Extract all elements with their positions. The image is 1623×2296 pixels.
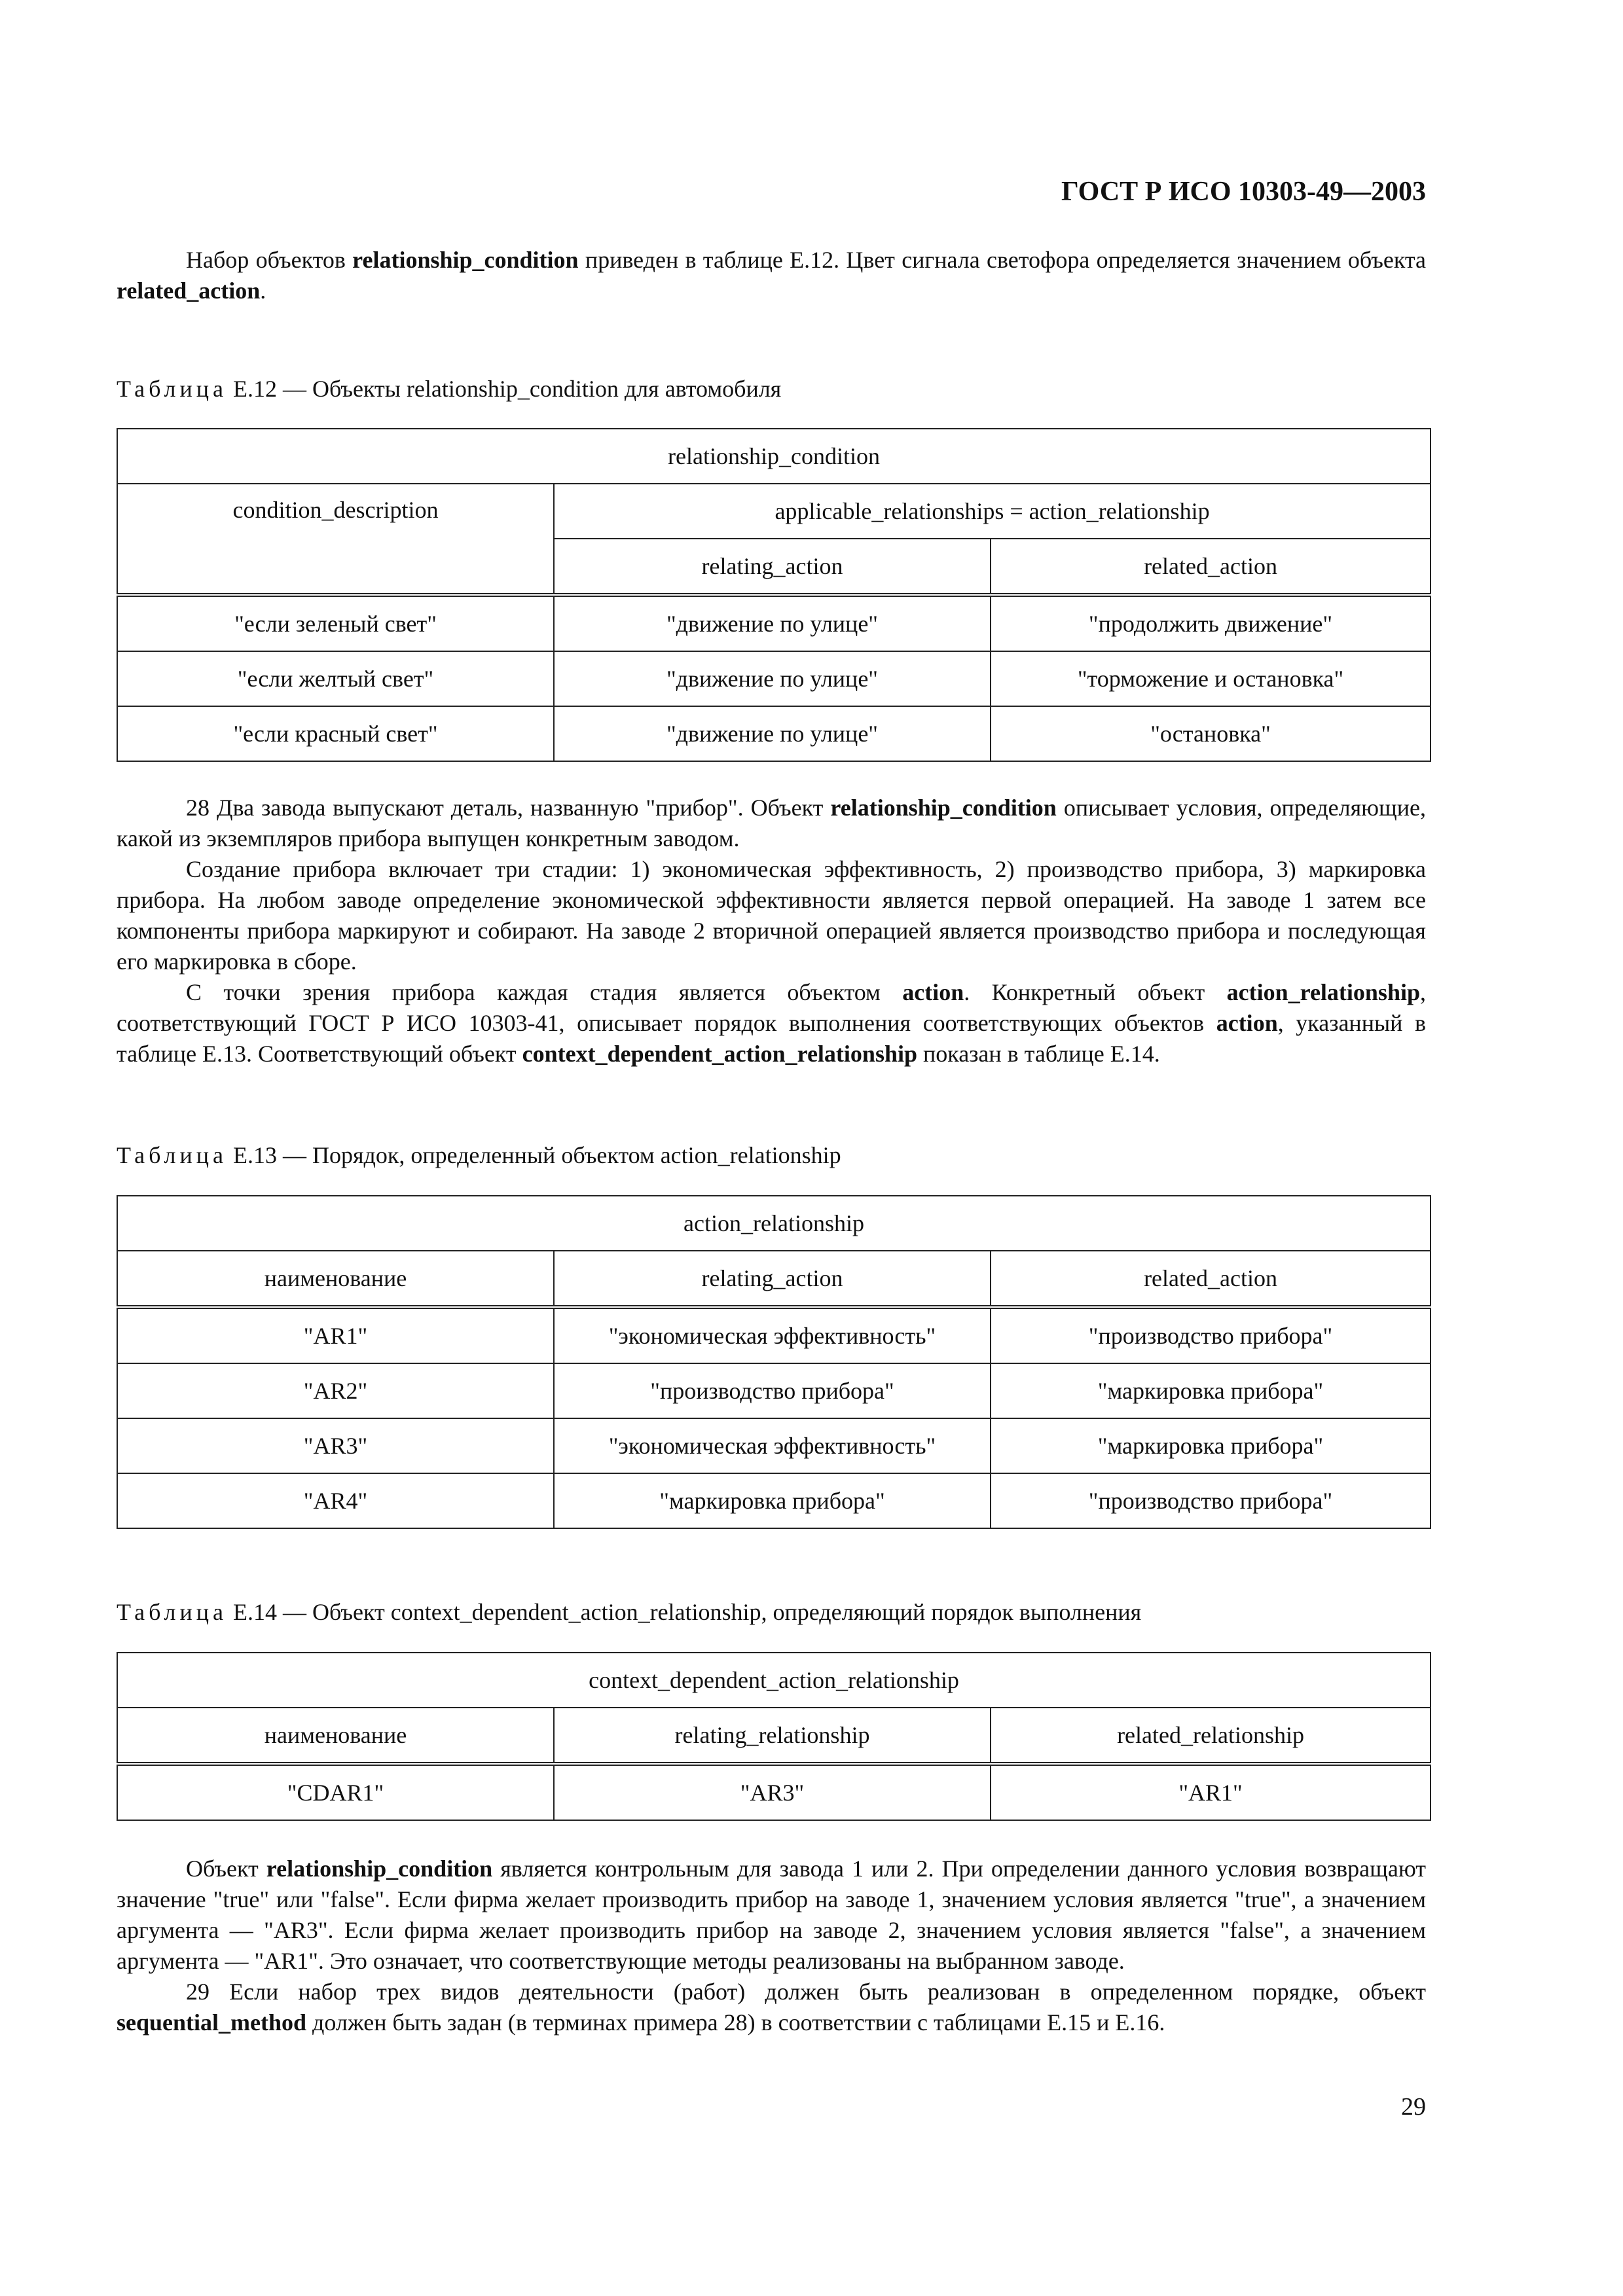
table-row: "CDAR1" "AR3" "AR1" <box>117 1764 1431 1820</box>
paragraph: С точки зрения прибора каждая стадия является объектом action. Конкретный объект action_relationship, соответствующий ГОСТ Р ИСО 10303-41, описывает порядок выполнения соответствующих объектов action, указанный в таблице E.13. Соответствующий объект context_dependent_action_relationship показан в таблице E.14. <box>117 979 1427 1067</box>
table-e12 <box>117 428 1430 762</box>
table-row: "AR3" "экономическая эффективность" "маркировка прибора" <box>117 1418 1431 1473</box>
intro-section <box>117 245 1426 306</box>
column-header: наименование <box>117 1708 554 1764</box>
table-e14 <box>117 1652 1430 1821</box>
column-header: related_relationship <box>991 1708 1431 1764</box>
intro-paragraph: Набор объектов relationship_condition приведен в таблице E.12. Цвет сигнала светофора определяется значением объекта related_action. <box>117 247 1427 304</box>
column-header: relating_action <box>554 539 991 595</box>
column-header: наименование <box>117 1251 554 1307</box>
table-e14-caption: Таблица E.14 — Объект context_dependent_action_relationship, определяющий порядок выполнения <box>117 1599 1142 1625</box>
table-row: "если красный свет" "движение по улице" "остановка" <box>117 706 1431 761</box>
table-e13 <box>117 1195 1430 1529</box>
document-header: ГОСТ Р ИСО 10303-49—2003 <box>1061 177 1426 207</box>
paragraph: Объект relationship_condition является контрольным для завода 1 или 2. При определении данного условия возвращают значение "true" или "false". Если фирма желает производить прибор на заводе 1, значением условия является "true", а значением аргумента — "AR3". Если фирма желает производить прибор на заводе 2, значением условия является "false", а значением аргумента — "AR1". Это означает, что соответствующие методы реализованы на выбранном заводе. <box>117 1856 1426 1974</box>
column-group-header: applicable_relationships = action_relationship <box>554 484 1431 539</box>
table-row: "AR4" "маркировка прибора" "производство прибора" <box>117 1473 1431 1528</box>
paragraph: 28 Два завода выпускают деталь, названную "прибор". Объект relationship_condition описывает условия, определяющие, какой из экземпляров прибора выпущен конкретным заводом. <box>117 795 1427 852</box>
paragraph: 29 Если набор трех видов деятельности (работ) должен быть реализован в определенном порядке, объект sequential_method должен быть задан (в терминах примера 28) в соответствии с таблицами E.15 и E.16. <box>117 1979 1426 2036</box>
table-title: relationship_condition <box>117 429 1431 484</box>
table-title: context_dependent_action_relationship <box>117 1653 1431 1708</box>
paragraph: Создание прибора включает три стадии: 1) экономическая эффективность, 2) производство прибора, 3) маркировка прибора. На любом заводе определение экономической эффективности является первой операцией. На заводе 1 затем все компоненты прибора маркируют и собирают. На заводе 2 вторичной операцией является производство прибора и последующая его маркировка в сборе. <box>117 856 1426 975</box>
page-number: 29 <box>1401 2093 1426 2121</box>
table-row: "AR1" "экономическая эффективность" "производство прибора" <box>117 1307 1431 1363</box>
example-28-section <box>117 793 1426 1069</box>
column-header: related_action <box>991 1251 1431 1307</box>
table-row: "если зеленый свет" "движение по улице" "продолжить движение" <box>117 595 1431 651</box>
outro-section <box>117 1854 1426 2038</box>
table-row: "если желтый свет" "движение по улице" "торможение и остановка" <box>117 651 1431 706</box>
column-header: relating_relationship <box>554 1708 991 1764</box>
table-e13-caption: Таблица E.13 — Порядок, определенный объектом action_relationship <box>117 1142 841 1168</box>
column-header: condition_description <box>117 484 554 595</box>
table-title: action_relationship <box>117 1196 1431 1251</box>
column-header: relating_action <box>554 1251 991 1307</box>
column-header: related_action <box>991 539 1431 595</box>
table-e12-caption: Таблица E.12 — Объекты relationship_condition для автомобиля <box>117 376 782 402</box>
table-row: "AR2" "производство прибора" "маркировка прибора" <box>117 1363 1431 1418</box>
